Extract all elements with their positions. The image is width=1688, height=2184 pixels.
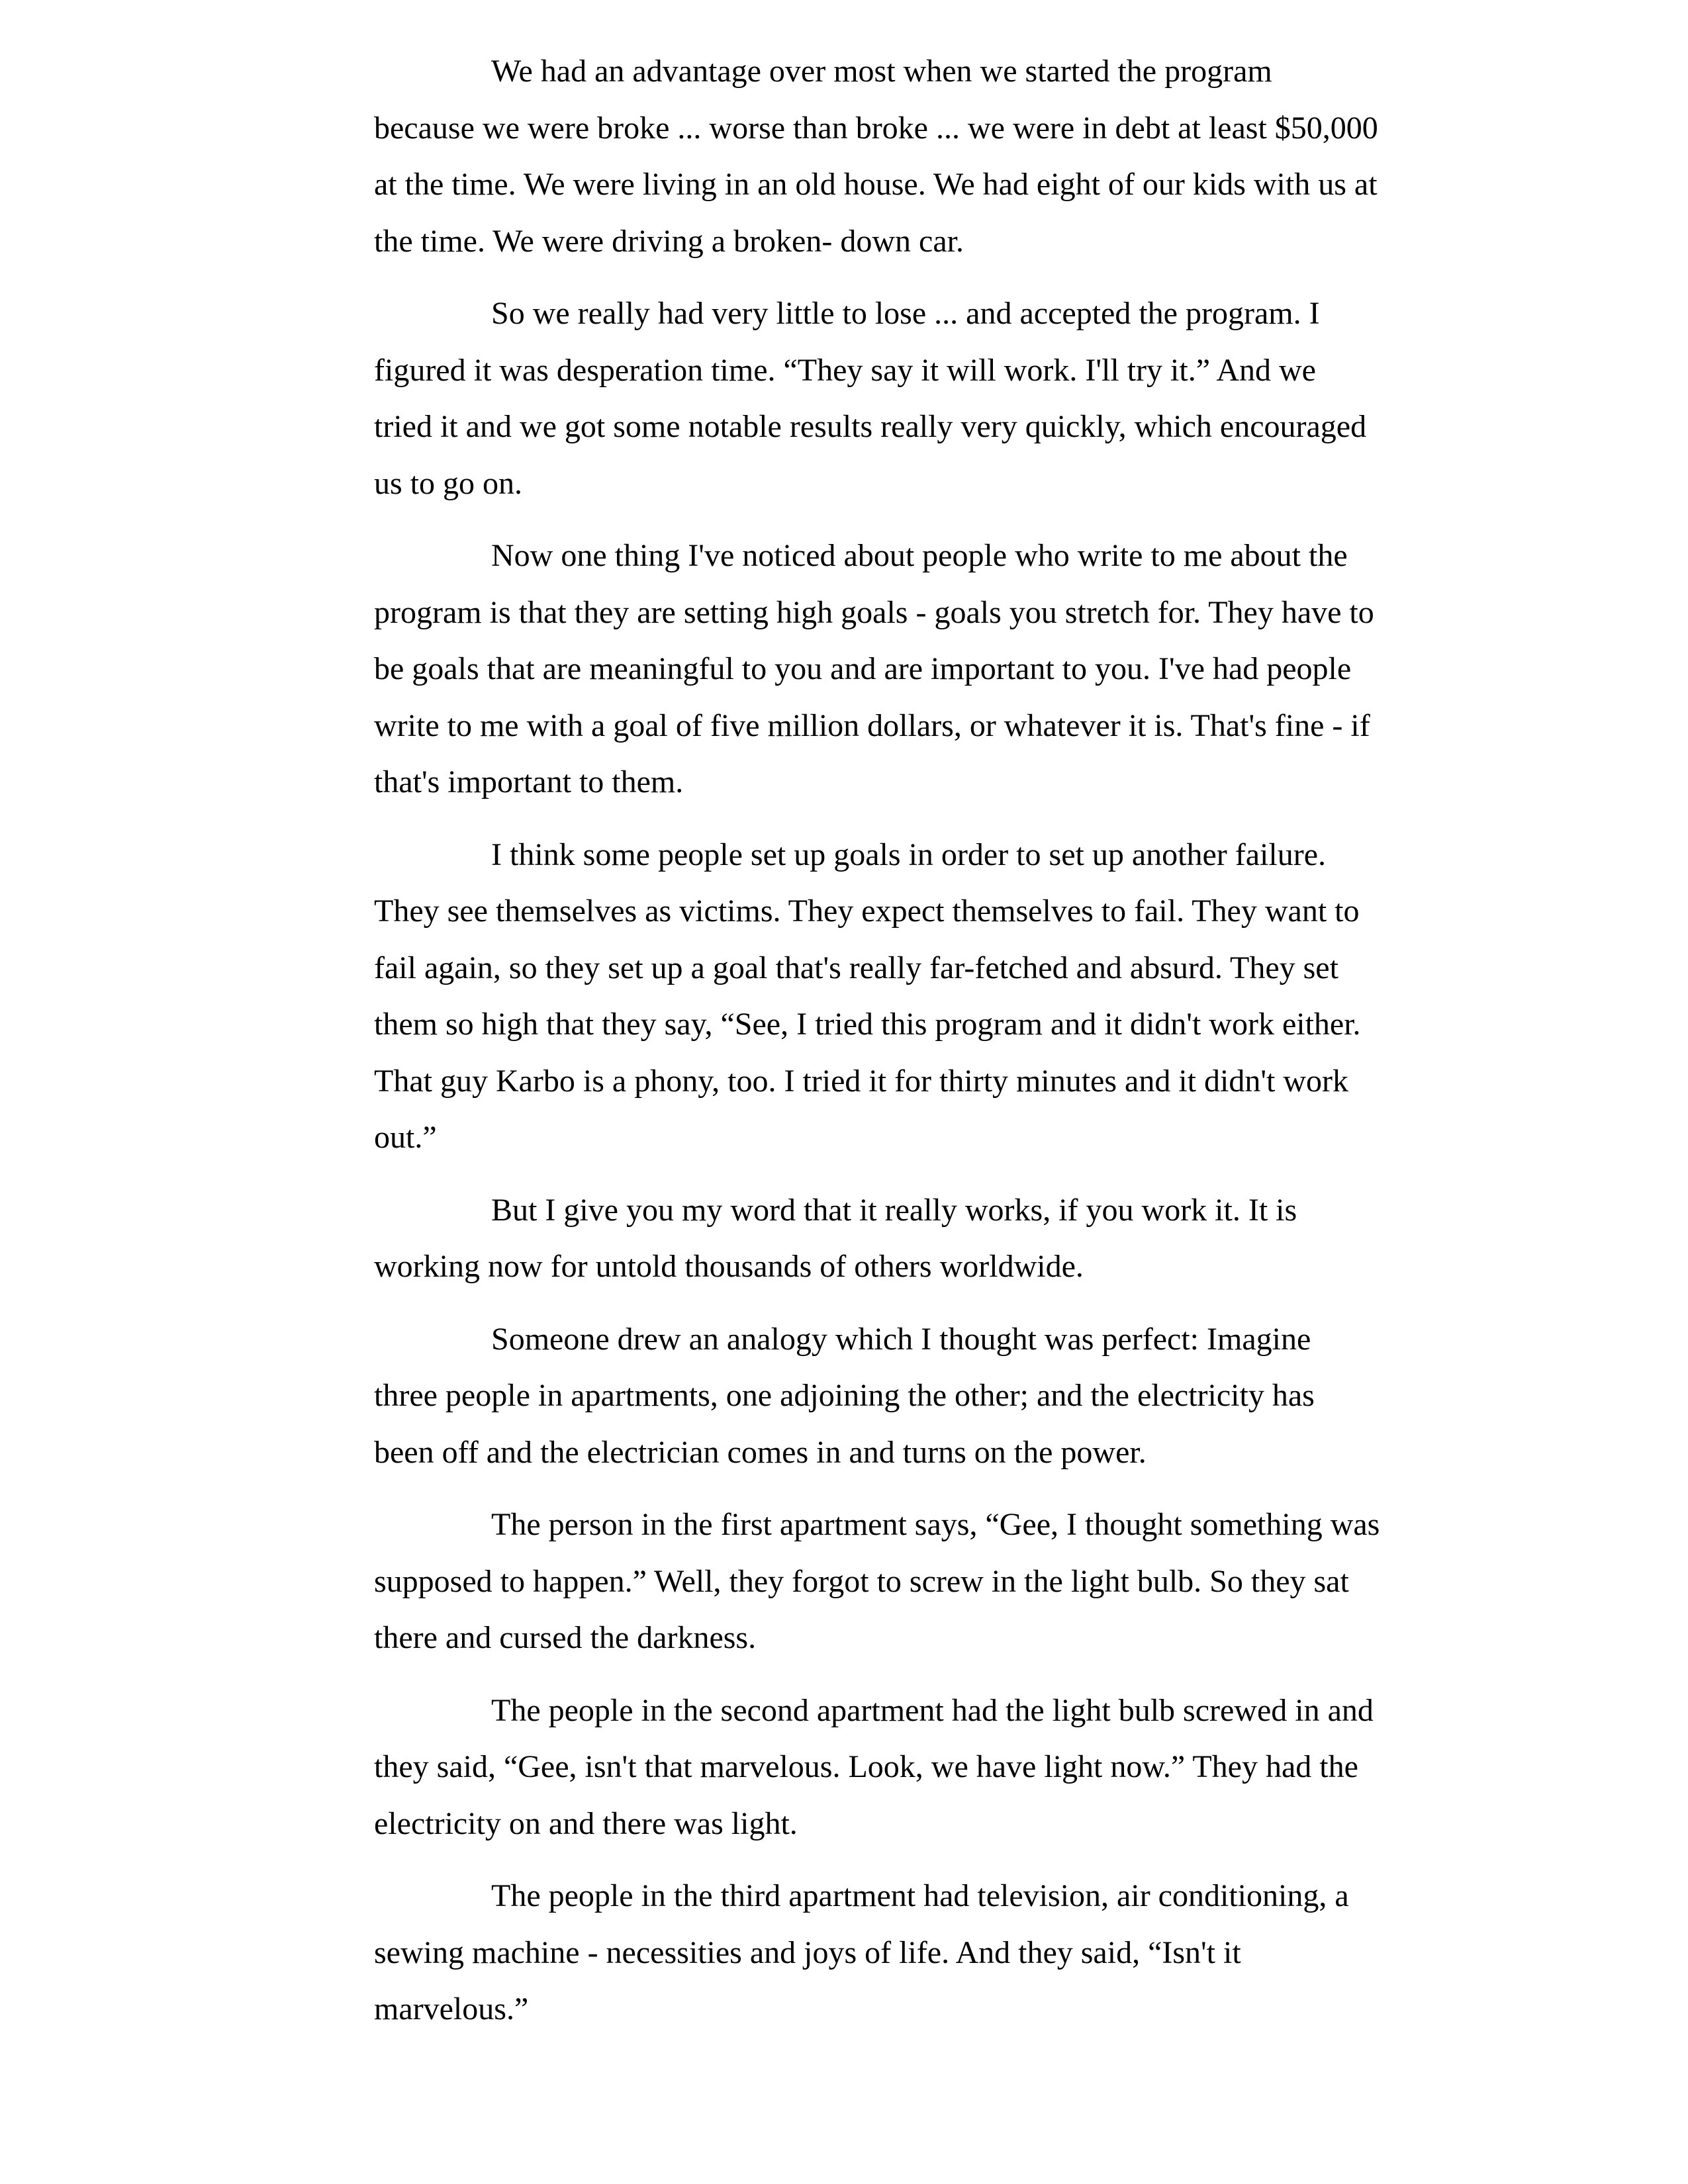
document-page — [374, 43, 1380, 2054]
paragraph-2: So we really had very little to lose ... and accepted the program. I figured it was desperation time. “They say it will work. I'll try it.” And we tried it and we got some notable results really very quickly, which encouraged us to go on. — [374, 296, 1367, 501]
paragraph-7: The person in the first apartment says, “Gee, I thought something was supposed to happen.” Well, they forgot to screw in the light bulb. So they sat there and cursed the darkness. — [374, 1507, 1380, 1655]
paragraph-4: I think some people set up goals in order to set up another failure. They see themselves as victims. They expect themselves to fail. They want to fail again, so they set up a goal that's really far-fetched and absurd. They set them so high that they say, “See, I tried this program and it didn't work either. That guy Karbo is a phony, too. I tried it for thirty minutes and it didn't work out.” — [374, 837, 1361, 1155]
paragraph-3: Now one thing I've noticed about people who write to me about the program is that they are setting high goals - goals you stretch for. They have to be goals that are meaningful to you and are important to you. I've had people write to me with a goal of five million dollars, or whatever it is. That's fine - if that's important to them. — [374, 538, 1374, 799]
paragraph-5: But I give you my word that it really works, if you work it. It is working now for untold thousands of others worldwide. — [374, 1192, 1297, 1284]
paragraph-8: The people in the second apartment had the light bulb screwed in and they said, “Gee, isn't that marvelous. Look, we have light now.” They had the electricity on and there was light. — [374, 1692, 1374, 1841]
paragraph-1: We had an advantage over most when we started the program because we were broke ... worse than broke ... we were in debt at least $50,000 at the time. We were living in an old house. We had eight of our kids with us at the time. We were driving a broken- down car. — [374, 54, 1378, 259]
paragraph-9: The people in the third apartment had television, air conditioning, a sewing machine - necessities and joys of life. And they said, “Isn't it marvelous.” — [374, 1878, 1349, 2026]
paragraph-6: Someone drew an analogy which I thought was perfect: Imagine three people in apartments, one adjoining the other; and the electricity has been off and the electrician comes in and turns on the power. — [374, 1321, 1315, 1470]
